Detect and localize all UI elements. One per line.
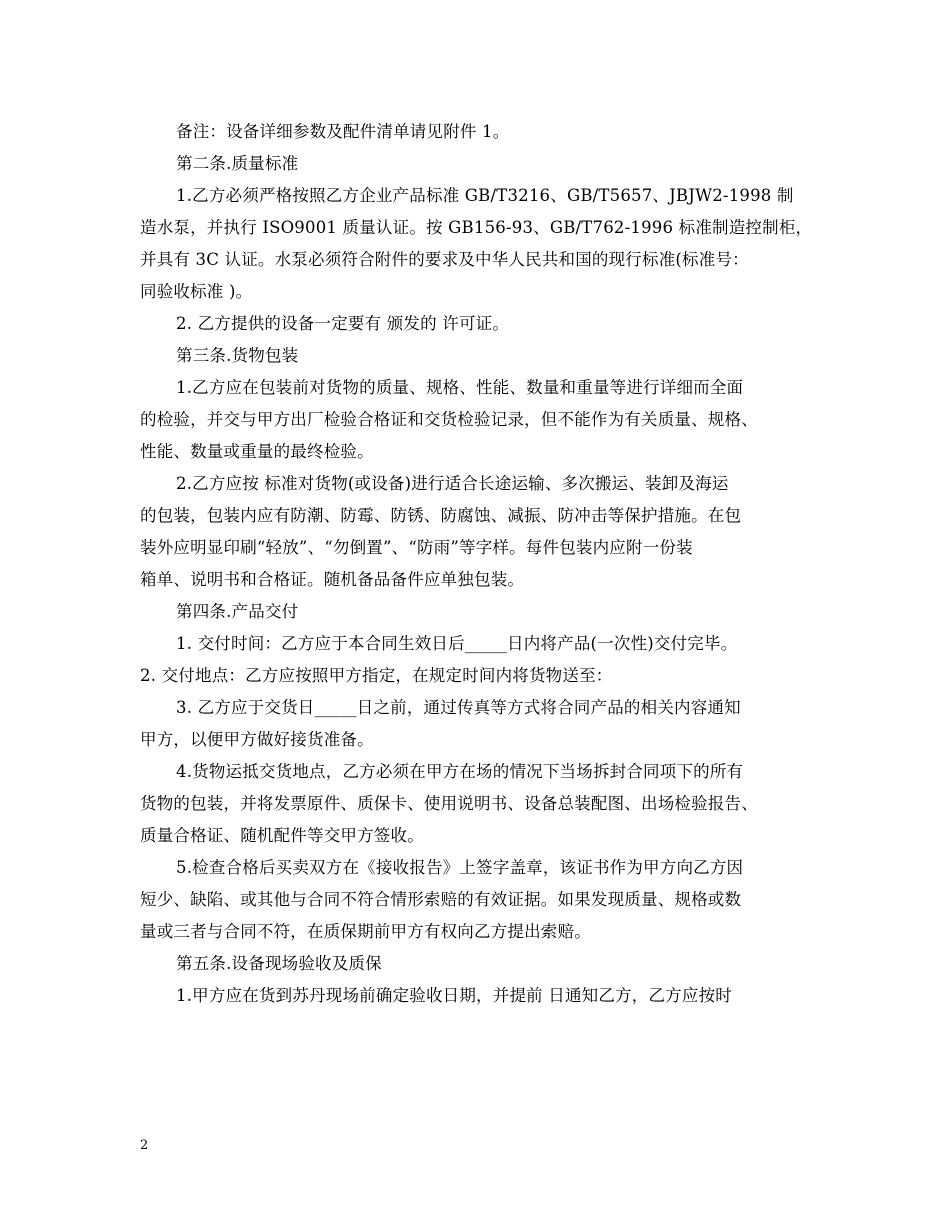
- document-body: [140, 116, 820, 1012]
- text-line: 2. 乙方提供的设备一定要有 颁发的 许可证。: [176, 314, 510, 333]
- text-line: 4.货物运抵交货地点，乙方必须在甲方在场的情况下当场拆封合同项下的所有: [176, 762, 744, 781]
- text-line: 货物的包装，并将发票原件、质保卡、使用说明书、设备总装配图、出场检验报告、: [140, 794, 758, 813]
- text-line: 性能、数量或重量的最终检验。: [140, 442, 374, 461]
- text-line: 1.乙方应在包装前对货物的质量、规格、性能、数量和重量等进行详细而全面: [176, 378, 744, 397]
- text-line: 5.检查合格后买卖双方在《接收报告》上签字盖章，该证书作为甲方向乙方因: [176, 858, 744, 877]
- text-line: 并具有 3C 认证。水泵必须符合附件的要求及中华人民共和国的现行标准(标准号：: [140, 250, 749, 269]
- text-line: 第三条.货物包装: [176, 346, 299, 365]
- text-line: 的包装，包装内应有防潮、防霉、防锈、防腐蚀、减振、防冲击等保护措施。在包: [140, 506, 742, 525]
- page-number: 2: [140, 1138, 149, 1153]
- text-line: 短少、缺陷、或其他与合同不符合情形索赔的有效证据。如果发现质量、规格或数: [140, 890, 742, 909]
- text-line: 2.乙方应按 标准对货物(或设备)进行适合长途运输、多次搬运、装卸及海运: [176, 474, 729, 493]
- text-line: 箱单、说明书和合格证。随机备品备件应单独包装。: [140, 570, 525, 589]
- text-line: 第四条.产品交付: [176, 602, 299, 621]
- text-line: 的检验，并交与甲方出厂检验合格证和交货检验记录，但不能作为有关质量、规格、: [140, 410, 758, 429]
- text-line: 同验收标准 )。: [140, 282, 253, 301]
- text-line: 1.乙方必须严格按照乙方企业产品标准 GB/T3216、GB/T5657、JBJW2-1998 制: [176, 186, 794, 205]
- text-line: 备注：设备详细参数及配件清单请见附件 1。: [176, 122, 510, 141]
- text-line: 甲方，以便甲方做好接货准备。: [140, 730, 374, 749]
- text-line: 3. 乙方应于交货日_____日之前，通过传真等方式将合同产品的相关内容通知: [176, 698, 741, 717]
- text-line: 第五条.设备现场验收及质保: [176, 954, 382, 973]
- text-line: 造水泵，并执行 ISO9001 质量认证。按 GB156-93、GB/T762-1996 标准制造控制柜，: [140, 218, 813, 237]
- text-line: 量或三者与合同不符，在质保期前甲方有权向乙方提出索赔。: [140, 922, 591, 941]
- text-line: 质量合格证、随机配件等交甲方签收。: [140, 826, 424, 845]
- text-line: 装外应明显印刷“轻放”、“勿倒置”、“防雨”等字样。每件包装内应附一份装: [140, 538, 693, 557]
- text-line: 1. 交付时间：乙方应于本合同生效日后_____日内将产品(一次性)交付完毕。: [176, 634, 738, 653]
- text-line: 2. 交付地点：乙方应按照甲方指定，在规定时间内将货物送至：: [140, 666, 613, 685]
- text-line: 第二条.质量标准: [176, 154, 299, 173]
- text-line: 1.甲方应在货到苏丹现场前确定验收日期，并提前 日通知乙方，乙方应按时: [176, 986, 732, 1005]
